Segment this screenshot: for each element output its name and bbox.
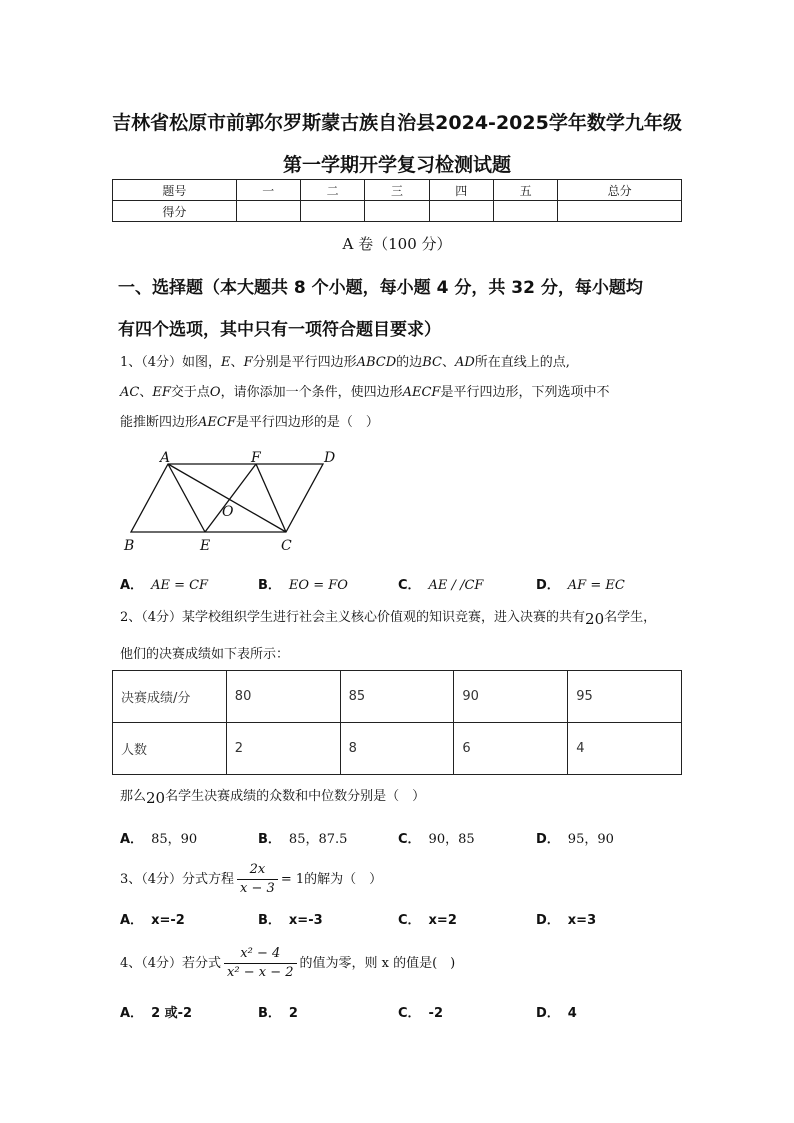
option-key: B． bbox=[258, 913, 281, 928]
question-2-line3 bbox=[120, 782, 685, 813]
q3-text: 的解为（ ） bbox=[304, 872, 383, 887]
q2-number: 20 bbox=[585, 610, 605, 628]
q2-option-a[interactable] bbox=[120, 828, 197, 847]
fraction-denominator: x² − x − 2 bbox=[227, 965, 294, 980]
question-1-line3 bbox=[120, 408, 685, 438]
option-text: AE / /CF bbox=[428, 578, 484, 593]
q2-option-c[interactable] bbox=[398, 828, 475, 847]
segment-ef bbox=[205, 464, 256, 532]
fraction-numerator: x² − 4 bbox=[224, 945, 296, 964]
label-d: D bbox=[324, 450, 336, 466]
label-b: B bbox=[124, 538, 135, 554]
score-table bbox=[112, 179, 682, 222]
option-key: D． bbox=[536, 913, 560, 928]
q4-option-a[interactable] bbox=[120, 1002, 200, 1021]
score-header-cell: 二 bbox=[300, 180, 364, 201]
q1-text: 交于点 bbox=[170, 385, 210, 400]
option-key: B． bbox=[258, 1006, 281, 1021]
exam-title-line2: 第一学期开学复习检测试题 bbox=[282, 154, 511, 176]
option-text: AE = CF bbox=[151, 578, 209, 593]
q1-option-c[interactable] bbox=[398, 574, 483, 593]
fraction bbox=[224, 945, 296, 982]
option-text: x=3 bbox=[567, 913, 597, 928]
grade-table bbox=[112, 670, 682, 775]
math-var: ABCD bbox=[356, 355, 397, 370]
grade-cell: 6 bbox=[454, 723, 568, 775]
option-text: 85，87.5 bbox=[288, 832, 348, 847]
math-var: AECF bbox=[198, 415, 236, 430]
q2-text: 那么 bbox=[120, 789, 147, 804]
part-one-heading-line1: 一、选择题（本大题共 8 个小题，每小题 4 分，共 32 分，每小题均 bbox=[118, 278, 643, 298]
q3-option-c[interactable] bbox=[398, 909, 465, 928]
option-key: D． bbox=[536, 578, 560, 593]
option-key: A． bbox=[120, 913, 144, 928]
q4-text: 的值为零，则 x 的值是( ) bbox=[299, 956, 456, 971]
q2-text: 2、（4分）某学校组织学生进行社会主义核心价值观的知识竞赛，进入决赛的共有 bbox=[120, 610, 586, 625]
q1-text: 、 bbox=[441, 355, 455, 370]
option-text: EO = FO bbox=[288, 578, 348, 593]
grade-cell: 85 bbox=[340, 671, 454, 723]
option-text: 4 bbox=[567, 1006, 577, 1021]
part-one-heading-line2: 有四个选项，其中只有一项符合题目要求） bbox=[118, 320, 441, 340]
option-text: x=-2 bbox=[151, 913, 185, 928]
grade-cell: 80 bbox=[226, 671, 340, 723]
grade-cell: 90 bbox=[454, 671, 568, 723]
label-f: F bbox=[251, 450, 261, 466]
option-key: C． bbox=[398, 832, 421, 847]
score-cell-blank[interactable] bbox=[365, 201, 429, 222]
q1-text: 分别是平行四边形 bbox=[252, 355, 357, 370]
question-1-line1 bbox=[120, 348, 685, 378]
option-text: AF = EC bbox=[567, 578, 625, 593]
option-key: B． bbox=[258, 578, 281, 593]
q1-option-d[interactable] bbox=[536, 574, 625, 593]
label-c: C bbox=[281, 538, 292, 554]
label-e: E bbox=[200, 538, 211, 554]
section-a-heading: A 卷（100 分） bbox=[342, 235, 452, 253]
math-var: AD bbox=[454, 355, 475, 370]
option-text: 95，90 bbox=[567, 832, 614, 847]
option-key: D． bbox=[536, 1006, 560, 1021]
question-1-text bbox=[120, 348, 685, 438]
score-header-cell: 总分 bbox=[558, 180, 682, 201]
q1-text: 的边 bbox=[396, 355, 423, 370]
q1-text: 所在直线上的点, bbox=[474, 355, 570, 370]
grade-cell: 8 bbox=[340, 723, 454, 775]
q2-option-b[interactable] bbox=[258, 828, 347, 847]
q3-equals: = 1 bbox=[280, 872, 305, 887]
q1-text: 能推断四边形 bbox=[120, 415, 199, 430]
option-key: C． bbox=[398, 578, 421, 593]
q3-text: 3、（4分）分式方程 bbox=[120, 872, 235, 887]
score-row-label: 得分 bbox=[113, 201, 237, 222]
q2-option-d[interactable] bbox=[536, 828, 614, 847]
score-cell-blank[interactable] bbox=[236, 201, 300, 222]
q2-number: 20 bbox=[146, 789, 166, 807]
option-text: 90，85 bbox=[428, 832, 475, 847]
score-table-header-row bbox=[113, 180, 682, 201]
q3-option-b[interactable] bbox=[258, 909, 331, 928]
q1-text: 、 bbox=[139, 385, 153, 400]
score-header-cell: 题号 bbox=[113, 180, 237, 201]
segment-ac bbox=[168, 464, 286, 532]
q2-text: 名学生决赛成绩的众数和中位数分别是（ ） bbox=[165, 789, 426, 804]
math-var: E bbox=[221, 355, 231, 370]
question-4-text bbox=[120, 944, 685, 984]
score-header-cell: 一 bbox=[236, 180, 300, 201]
option-text: 2 bbox=[288, 1006, 298, 1021]
grade-cell: 人数 bbox=[113, 723, 227, 775]
exam-title-line1: 吉林省松原市前郭尔罗斯蒙古族自治县2024-2025学年数学九年级 bbox=[112, 112, 682, 134]
math-var: O bbox=[209, 385, 221, 400]
label-o: O bbox=[222, 504, 234, 520]
option-key: D． bbox=[536, 832, 560, 847]
option-text: x=-3 bbox=[288, 913, 323, 928]
score-header-cell: 四 bbox=[429, 180, 493, 201]
score-cell-blank[interactable] bbox=[300, 201, 364, 222]
math-var: EF bbox=[152, 385, 171, 400]
question-2-line2: 他们的决赛成绩如下表所示： bbox=[120, 647, 290, 662]
q1-text: ，请你添加一个条件，使四边形 bbox=[220, 385, 403, 400]
math-var: AC bbox=[120, 385, 140, 400]
fraction bbox=[237, 861, 278, 898]
option-key: B． bbox=[258, 832, 281, 847]
q4-text: 4、（4分）若分式 bbox=[120, 956, 222, 971]
q1-option-a[interactable] bbox=[120, 574, 208, 593]
q1-text: 、 bbox=[230, 355, 244, 370]
score-cell-blank[interactable] bbox=[429, 201, 493, 222]
q1-text: 1、（4分）如图， bbox=[120, 355, 222, 370]
option-key: C． bbox=[398, 913, 421, 928]
q1-text: 是平行四边形，下列选项中不 bbox=[440, 385, 610, 400]
parallelogram-figure bbox=[118, 448, 348, 558]
question-3-text bbox=[120, 860, 685, 900]
option-text: x=2 bbox=[428, 913, 457, 928]
score-cell-blank[interactable] bbox=[493, 201, 557, 222]
option-text: 85，90 bbox=[151, 832, 198, 847]
q3-option-d[interactable] bbox=[536, 909, 604, 928]
q4-option-c[interactable] bbox=[398, 1002, 451, 1021]
grade-table-row-counts bbox=[113, 723, 682, 775]
segment-fc bbox=[256, 464, 286, 532]
option-text: -2 bbox=[428, 1006, 443, 1021]
option-text: 2 或-2 bbox=[151, 1006, 193, 1021]
option-key: A． bbox=[120, 578, 144, 593]
grade-table-row-scores bbox=[113, 671, 682, 723]
q2-text: 名学生， bbox=[604, 610, 657, 625]
q1-option-b[interactable] bbox=[258, 574, 348, 593]
label-a: A bbox=[160, 450, 171, 466]
grade-cell: 决赛成绩/分 bbox=[113, 671, 227, 723]
q1-text: 是平行四边形的是（ ） bbox=[235, 415, 379, 430]
fraction-denominator: x − 3 bbox=[240, 881, 275, 896]
option-key: C． bbox=[398, 1006, 421, 1021]
score-cell-blank[interactable] bbox=[558, 201, 682, 222]
option-key: A． bbox=[120, 1006, 144, 1021]
grade-cell: 4 bbox=[568, 723, 682, 775]
question-1-line2 bbox=[120, 378, 685, 408]
q3-option-a[interactable] bbox=[120, 909, 193, 928]
score-header-cell: 五 bbox=[493, 180, 557, 201]
q4-option-d[interactable] bbox=[536, 1002, 585, 1021]
grade-cell: 2 bbox=[226, 723, 340, 775]
score-header-cell: 三 bbox=[365, 180, 429, 201]
math-var: BC bbox=[422, 355, 442, 370]
q4-option-b[interactable] bbox=[258, 1002, 306, 1021]
fraction-numerator: 2x bbox=[237, 861, 278, 880]
math-var: F bbox=[243, 355, 253, 370]
grade-cell: 95 bbox=[568, 671, 682, 723]
question-2-line1 bbox=[120, 603, 700, 634]
option-key: A． bbox=[120, 832, 144, 847]
score-table-score-row bbox=[113, 201, 682, 222]
math-var: AECF bbox=[402, 385, 441, 400]
